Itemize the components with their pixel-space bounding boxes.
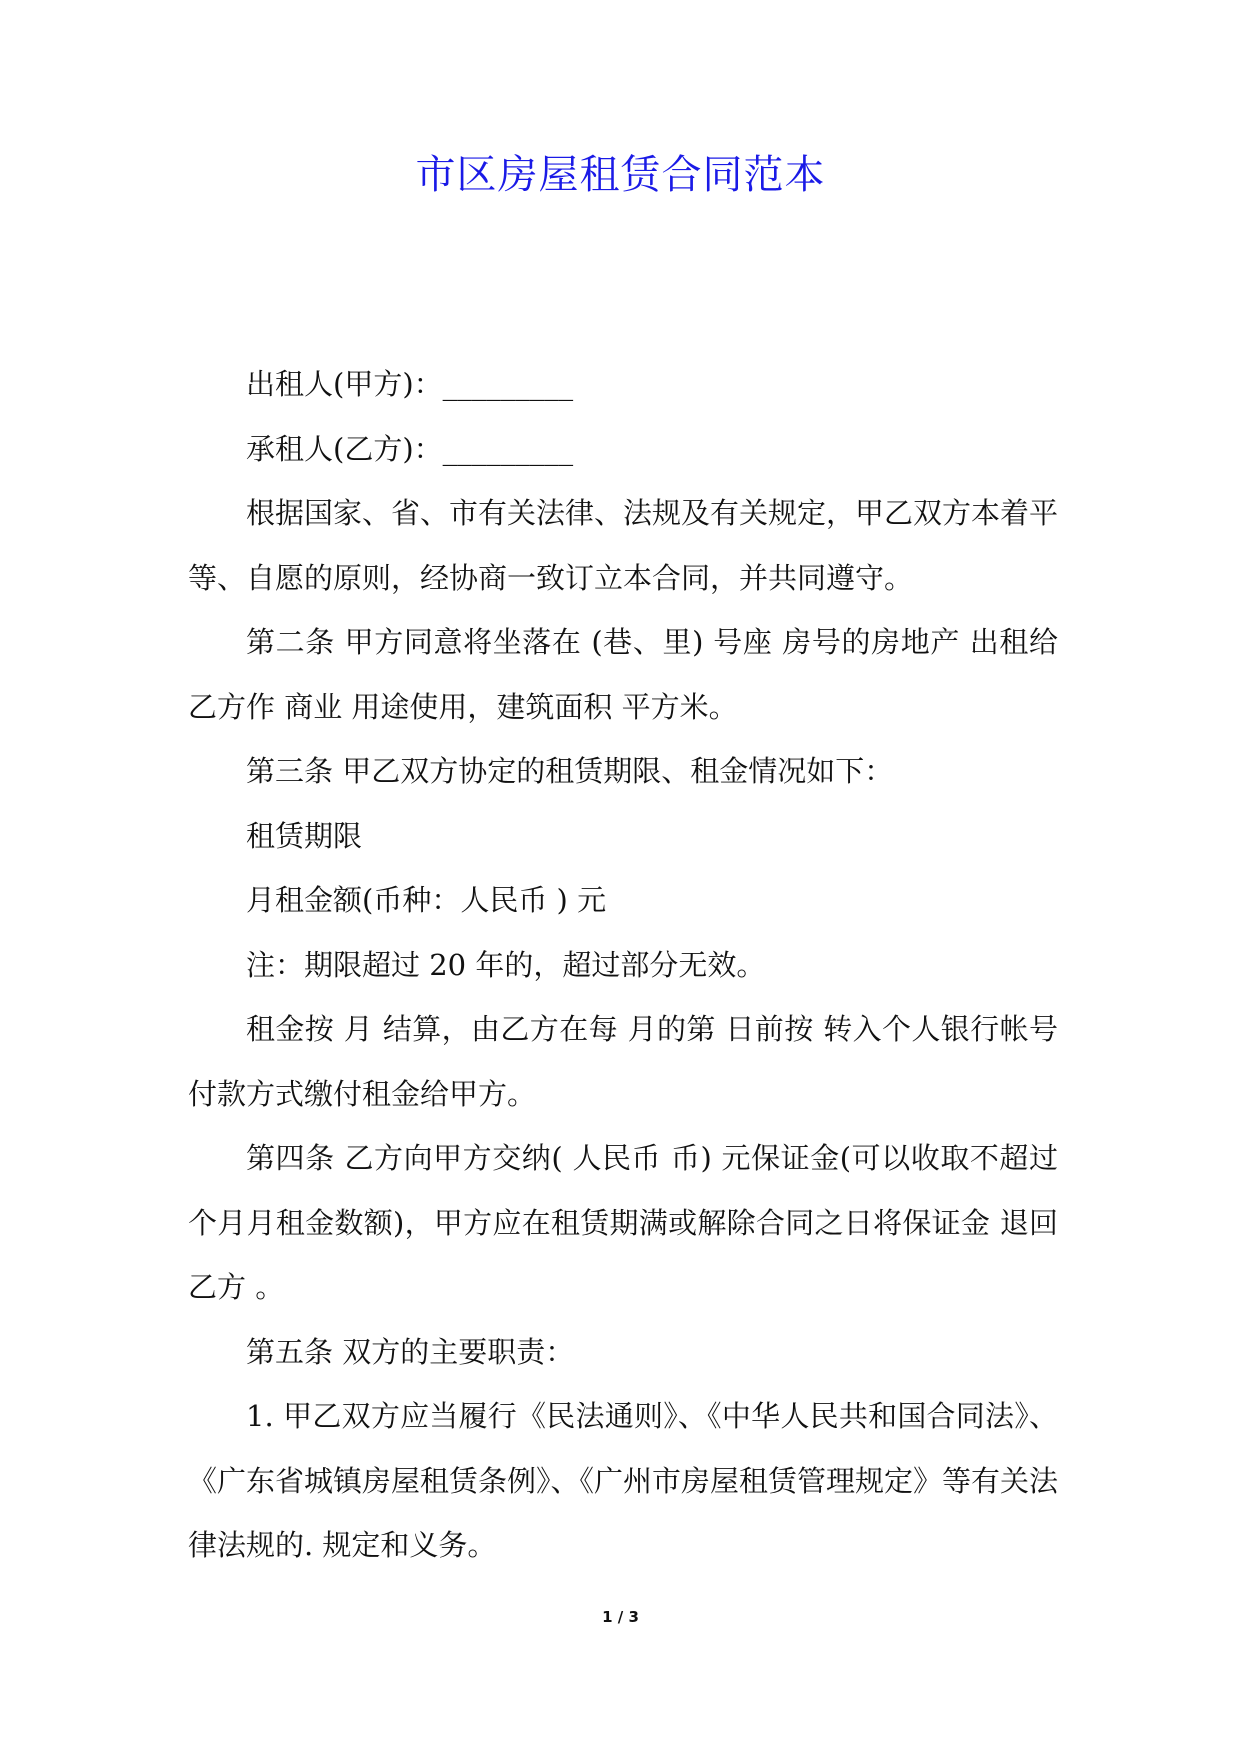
paragraph-article-5-item-1: 1. 甲乙双方应当履行《民法通则》、《中华人民共和国合同法》、《广东省城镇房屋租赁条例》、《广州市房屋租赁管理规定》等有关法律法规的. 规定和义务。: [188, 1399, 1059, 1562]
paragraph-lessor: 出租人(甲方)：_________: [246, 367, 574, 401]
paragraph-preamble: 根据国家、省、市有关法律、法规及有关规定，甲乙双方本着平等、自愿的原则，经协商一致订立本合同，并共同遵守。: [188, 496, 1059, 595]
document-title: 市区房屋租赁合同范本: [415, 152, 826, 198]
paragraph-article-4: 第四条 乙方向甲方交纳( 人民币 币) 元保证金(可以收取不超过 个月月租金数额)，甲方应在租赁期满或解除合同之日将保证金 退回乙方 。: [188, 1141, 1068, 1304]
paragraph-article-5: 第五条 双方的主要职责：: [246, 1334, 575, 1369]
paragraph-rent-payment: 租金按 月 结算，由乙方在每 月的第 日前按 转入个人银行帐号 付款方式缴付租金给甲方。: [188, 1012, 1068, 1111]
paragraph-monthly-rent: 月租金额(币种：人民币 ) 元: [246, 883, 607, 917]
document-body: [188, 352, 1068, 1578]
page-number: 1 / 3: [602, 1608, 639, 1626]
paragraph-note: 注：期限超过 20 年的，超过部分无效。: [246, 947, 766, 982]
paragraph-article-3: 第三条 甲乙双方协定的租赁期限、租金情况如下：: [246, 754, 894, 788]
paragraph-lessee: 承租人(乙方)：_________: [246, 431, 574, 466]
paragraph-lease-term: 租赁期限: [246, 818, 363, 853]
paragraph-article-2: 第二条 甲方同意将坐落在 (巷、里) 号座 房号的房地产 出租给乙方作 商业 用途使用，建筑面积 平方米。: [188, 625, 1058, 724]
